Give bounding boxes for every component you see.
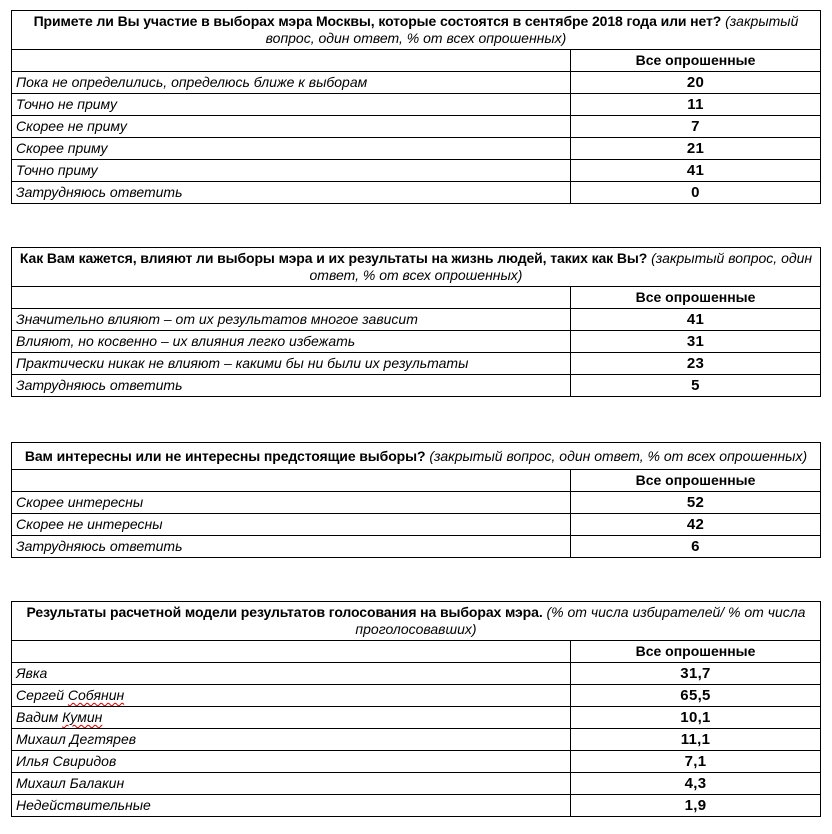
row-value: 20 — [571, 72, 821, 94]
row-label: Михаил Дегтярев — [12, 729, 571, 751]
column-header: Все опрошенные — [571, 470, 821, 492]
row-label: Михаил Балакин — [12, 773, 571, 795]
row-value: 31,7 — [571, 663, 821, 685]
table-row — [12, 72, 821, 94]
row-label: Точно приму — [12, 160, 571, 182]
row-label: Скорее не интересны — [12, 514, 571, 536]
table-row — [12, 375, 821, 397]
row-label: Значительно влияют – от их результатов многое зависит — [12, 309, 571, 331]
row-label — [12, 685, 571, 707]
question-text: Примете ли Вы участие в выборах мэра Москвы, которые состоятся в сентябре 2018 года или нет? — [33, 13, 722, 29]
table-row — [12, 182, 821, 204]
row-value: 23 — [571, 353, 821, 375]
table-row — [12, 94, 821, 116]
table-row — [12, 795, 821, 817]
table-row — [12, 707, 821, 729]
table-title — [12, 443, 821, 470]
row-label: Практически никак не влияют – какими бы ни были их результаты — [12, 353, 571, 375]
row-label: Пока не определились, определюсь ближе к выборам — [12, 72, 571, 94]
row-label: Затрудняюсь ответить — [12, 536, 571, 558]
column-header: Все опрошенные — [571, 641, 821, 663]
row-label: Влияют, но косвенно – их влияния легко избежать — [12, 331, 571, 353]
interest-table — [11, 442, 821, 558]
table-row — [12, 353, 821, 375]
row-label: Затрудняюсь ответить — [12, 182, 571, 204]
row-label: Точно не приму — [12, 94, 571, 116]
table-row — [12, 685, 821, 707]
question-note: (закрытый вопрос, один ответ, % от всех опрошенных) — [265, 13, 799, 46]
row-label-first: Сергей — [16, 687, 68, 703]
row-value: 52 — [571, 492, 821, 514]
row-value: 11,1 — [571, 729, 821, 751]
table-row — [12, 663, 821, 685]
spellcheck-underlined-word: Собянин — [67, 687, 125, 703]
table-row — [12, 729, 821, 751]
row-value: 41 — [571, 160, 821, 182]
row-label-first: Вадим — [16, 709, 63, 725]
turnout-intent-table — [11, 10, 821, 204]
row-value: 31 — [571, 331, 821, 353]
table-row — [12, 116, 821, 138]
table-row — [12, 331, 821, 353]
row-label: Илья Свиридов — [12, 751, 571, 773]
row-label — [12, 707, 571, 729]
row-value: 0 — [571, 182, 821, 204]
vote-model-table — [11, 601, 821, 817]
row-value: 42 — [571, 514, 821, 536]
row-value: 7,1 — [571, 751, 821, 773]
spellcheck-underlined-word: Кумин — [62, 709, 103, 725]
row-label: Скорее не приму — [12, 116, 571, 138]
row-value: 65,5 — [571, 685, 821, 707]
table-row — [12, 514, 821, 536]
row-value: 41 — [571, 309, 821, 331]
column-header: Все опрошенные — [571, 287, 821, 309]
row-value: 5 — [571, 375, 821, 397]
row-value: 4,3 — [571, 773, 821, 795]
table-title — [12, 11, 821, 50]
row-label: Скорее приму — [12, 138, 571, 160]
table-row — [12, 160, 821, 182]
table-row — [12, 536, 821, 558]
row-value: 10,1 — [571, 707, 821, 729]
row-value: 1,9 — [571, 795, 821, 817]
table-row — [12, 751, 821, 773]
row-value: 6 — [571, 536, 821, 558]
row-label: Затрудняюсь ответить — [12, 375, 571, 397]
table-row — [12, 492, 821, 514]
table-title — [12, 602, 821, 641]
row-value: 21 — [571, 138, 821, 160]
question-text: Результаты расчетной модели результатов голосования на выборах мэра. — [26, 604, 543, 620]
question-note: (закрытый вопрос, один ответ, % от всех опрошенных) — [429, 447, 808, 464]
row-value: 11 — [571, 94, 821, 116]
question-text: Вам интересны или не интересны предстоящие выборы? — [24, 447, 426, 464]
table-row — [12, 309, 821, 331]
table-row — [12, 773, 821, 795]
row-value: 7 — [571, 116, 821, 138]
table-row — [12, 138, 821, 160]
column-header: Все опрошенные — [571, 50, 821, 72]
question-text: Как Вам кажется, влияют ли выборы мэра и их результаты на жизнь людей, таких как Вы? — [19, 250, 648, 266]
row-label: Недействительные — [12, 795, 571, 817]
table-title — [12, 248, 821, 287]
question-note: (закрытый вопрос, один ответ, % от всех опрошенных) — [309, 250, 813, 283]
row-label: Явка — [12, 663, 571, 685]
question-note: (% от числа избирателей/ % от числа проголосовавших) — [355, 604, 806, 637]
row-label: Скорее интересны — [12, 492, 571, 514]
influence-table — [11, 247, 821, 397]
